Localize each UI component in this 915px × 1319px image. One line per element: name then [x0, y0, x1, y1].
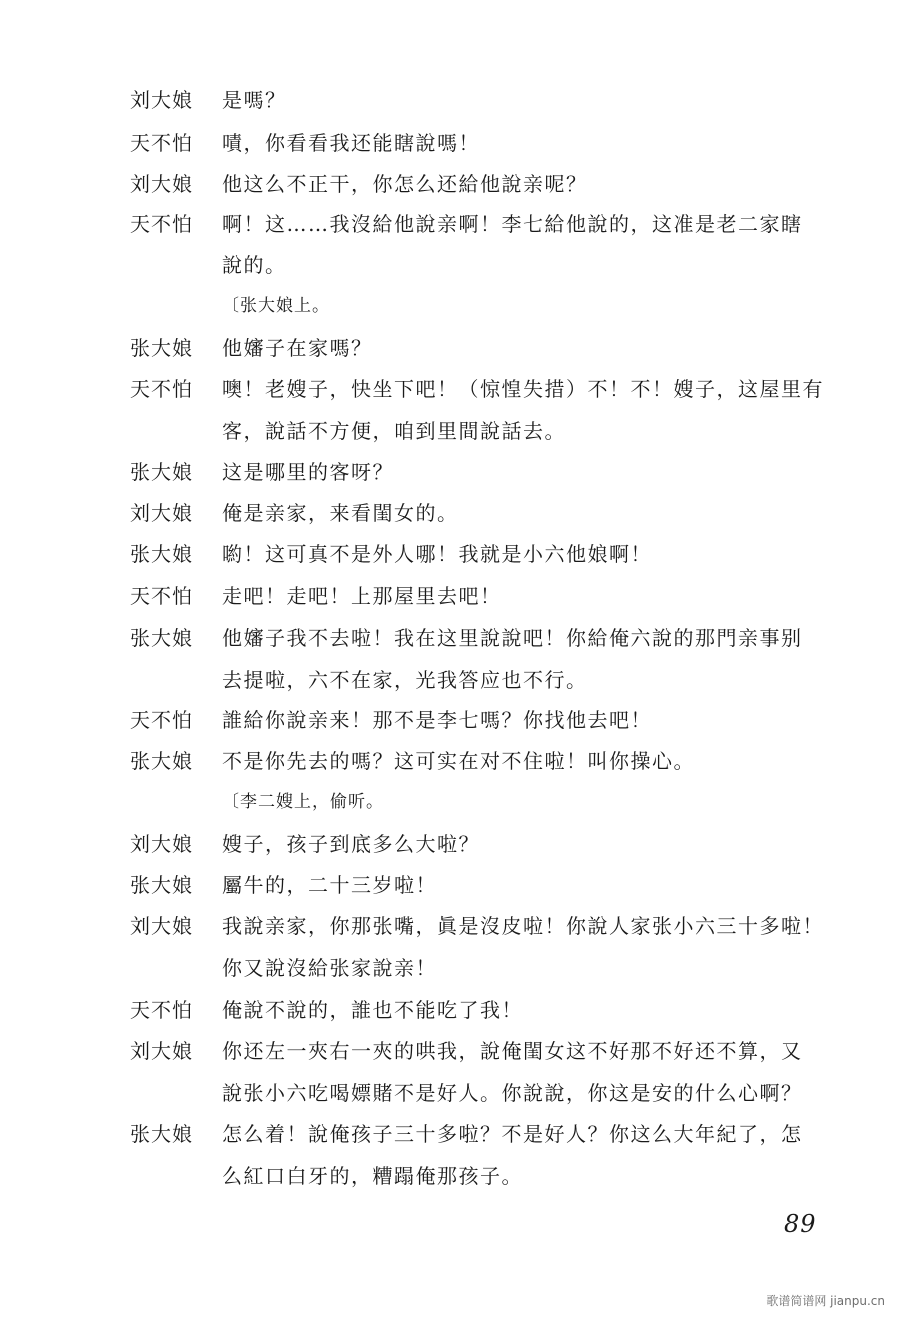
dialogue-text: 俺說不說的，誰也不能吃了我！ — [222, 998, 523, 1022]
dialogue-text: 去提啦，六不在家，光我答应也不行。 — [222, 668, 588, 692]
speaker-name: 张大娘 — [130, 336, 193, 360]
speaker-name: 张大娘 — [130, 1122, 193, 1146]
dialogue-text: 他这么不正干，你怎么还給他說亲呢？ — [222, 172, 588, 196]
speaker-name: 刘大娘 — [130, 832, 193, 856]
speaker-name: 刘大娘 — [130, 1039, 193, 1063]
watermark-text: 歌谱简谱网 jianpu.cn — [766, 1294, 885, 1308]
speaker-name: 天不怕 — [130, 708, 193, 732]
speaker-name: 刘大娘 — [130, 914, 193, 938]
speaker-name: 天不怕 — [130, 998, 193, 1022]
page-number: 89 — [784, 1210, 817, 1238]
speaker-name: 刘大娘 — [130, 172, 193, 196]
dialogue-text: 是嗎？ — [222, 88, 287, 112]
dialogue-text: 噢！老嫂子，快坐下吧！（惊惶失措）不！不！嫂子，这屋里有 — [222, 377, 824, 401]
dialogue-text: 啊！这……我沒給他說亲啊！李七給他說的，这准是老二家瞎 — [222, 212, 803, 236]
speaker-name: 天不怕 — [130, 212, 193, 236]
speaker-name: 张大娘 — [130, 460, 193, 484]
dialogue-text: 誰給你說亲来！那不是李七嗎？你找他去吧！ — [222, 708, 652, 732]
stage-direction: 〔李二嫂上，偷听。 — [222, 792, 384, 812]
speaker-name: 张大娘 — [130, 542, 193, 566]
dialogue-text: 屬牛的，二十三岁啦！ — [222, 873, 437, 897]
speaker-name: 张大娘 — [130, 626, 193, 650]
dialogue-text: 喲！这可真不是外人哪！我就是小六他娘啊！ — [222, 542, 652, 566]
dialogue-text: 走吧！走吧！上那屋里去吧！ — [222, 584, 502, 608]
speaker-name: 张大娘 — [130, 749, 193, 773]
speaker-name: 张大娘 — [130, 873, 193, 897]
stage-direction: 〔张大娘上。 — [222, 296, 330, 316]
dialogue-text: 客，說話不方便，咱到里間說話去。 — [222, 419, 566, 443]
speaker-name: 天不怕 — [130, 131, 193, 155]
dialogue-text: 你又說沒給张家說亲！ — [222, 956, 437, 980]
dialogue-text: 怎么着！說俺孩子三十多啦？不是好人？你这么大年紀了，怎 — [222, 1122, 803, 1146]
dialogue-text: 說张小六吃喝嫖賭不是好人。你說說，你这是安的什么心啊？ — [222, 1081, 803, 1105]
speaker-name: 天不怕 — [130, 584, 193, 608]
dialogue-text: 嫂子，孩子到底多么大啦？ — [222, 832, 480, 856]
speaker-name: 刘大娘 — [130, 88, 193, 112]
dialogue-text: 这是哪里的客呀？ — [222, 460, 394, 484]
dialogue-text: 俺是亲家，来看閨女的。 — [222, 501, 459, 525]
dialogue-text: 他嬸子我不去啦！我在这里說說吧！你給俺六說的那門亲事别 — [222, 626, 803, 650]
dialogue-text: 嘖，你看看我还能瞎說嗎！ — [222, 131, 480, 155]
dialogue-text: 我說亲家，你那张嘴，眞是沒皮啦！你說人家张小六三十多啦！ — [222, 914, 824, 938]
dialogue-text: 他嬸子在家嗎？ — [222, 336, 373, 360]
speaker-name: 刘大娘 — [130, 501, 193, 525]
dialogue-text: 說的。 — [222, 253, 287, 277]
dialogue-text: 不是你先去的嗎？这可实在对不住啦！叫你操心。 — [222, 749, 695, 773]
speaker-name: 天不怕 — [130, 377, 193, 401]
dialogue-text: 你还左一夾右一夾的哄我，說俺閨女这不好那不好还不算，又 — [222, 1039, 803, 1063]
dialogue-text: 么紅口白牙的，糟蹋俺那孩子。 — [222, 1164, 523, 1188]
